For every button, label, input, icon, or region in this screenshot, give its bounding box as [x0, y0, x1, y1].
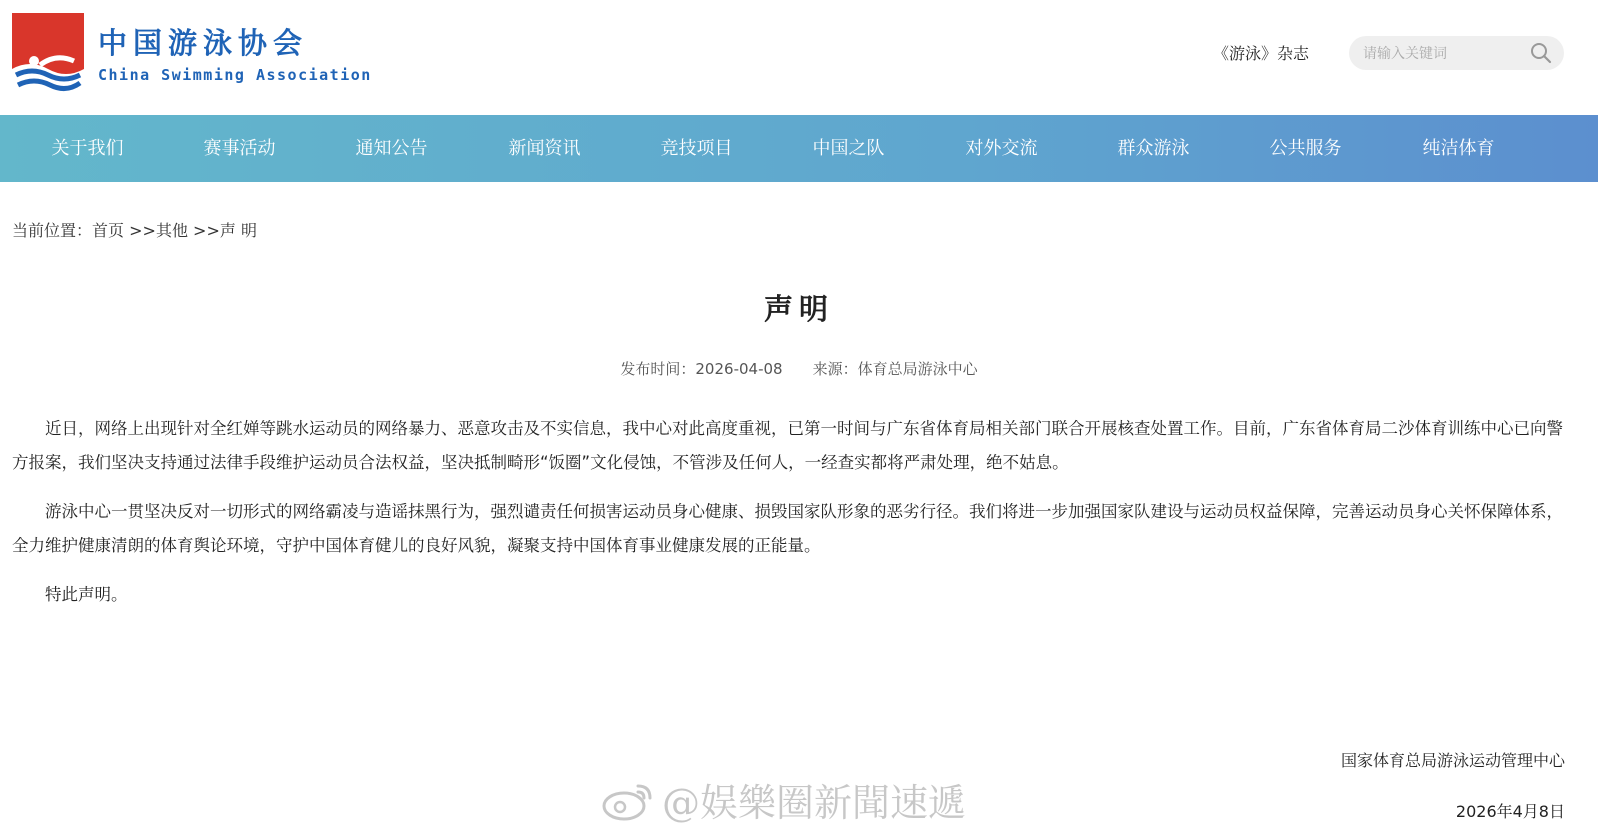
article-body: [12, 412, 1565, 627]
nav-item-mass-swimming[interactable]: 群众游泳: [1117, 138, 1190, 159]
breadcrumb-separator: >>: [129, 221, 156, 240]
magazine-link[interactable]: 《游泳》杂志: [1213, 44, 1310, 63]
breadcrumb-current: 声 明: [219, 221, 257, 240]
nav-item-competitive[interactable]: 竞技项目: [660, 138, 733, 159]
site-header: [0, 0, 1598, 115]
source-name: 体育总局游泳中心: [857, 360, 978, 378]
article-paragraph: 近日，网络上出现针对全红婵等跳水运动员的网络暴力、恶意攻击及不实信息，我中心对此高度重视，已第一时间与广东省体育局相关部门联合开展核查处置工作。目前，广东省体育局二沙体育训练中心已向警方报案，我们坚决支持通过法律手段维护运动员合法权益，坚决抵制畸形“饭圈”文化侵蚀，不管涉及任何人，一经查实都将严肃处理，绝不姑息。: [12, 419, 1563, 472]
article-title: 声明: [763, 292, 834, 326]
main-nav: [0, 115, 1598, 182]
nav-item-notices[interactable]: 通知公告: [355, 138, 428, 159]
logo-text: [98, 26, 372, 84]
breadcrumb-category[interactable]: 其他: [155, 221, 188, 240]
watermark: [600, 772, 966, 827]
logo-cn-name: 中国游泳协会: [98, 26, 309, 60]
article-paragraph: 特此声明。: [45, 585, 128, 604]
breadcrumb-home[interactable]: 首页: [92, 221, 125, 240]
nav-item-national-team[interactable]: 中国之队: [812, 138, 885, 159]
search-icon[interactable]: [1530, 42, 1552, 64]
watermark-text: @娱樂圈新聞速遞: [662, 781, 967, 825]
nav-item-about[interactable]: 关于我们: [51, 138, 124, 159]
signature-org: 国家体育总局游泳运动管理中心: [1340, 751, 1565, 770]
nav-item-exchange[interactable]: 对外交流: [965, 138, 1038, 159]
breadcrumb-separator: >>: [193, 221, 220, 240]
breadcrumb: [12, 218, 257, 241]
search-box: [1349, 36, 1564, 70]
breadcrumb-prefix: 当前位置：: [12, 221, 93, 240]
article-meta: [0, 358, 1598, 379]
nav-item-events[interactable]: 赛事活动: [203, 138, 276, 159]
publish-label: 发布时间：: [620, 360, 696, 378]
signature-date: 2026年4月8日: [1455, 802, 1565, 821]
swimmer-logo-icon: [12, 13, 84, 97]
nav-item-news[interactable]: 新闻资讯: [508, 138, 581, 159]
search-input[interactable]: [1361, 36, 1525, 72]
nav-item-public-service[interactable]: 公共服务: [1269, 138, 1342, 159]
source-label: 来源：: [812, 360, 858, 378]
weibo-icon: [600, 778, 656, 822]
publish-date: 2026-04-08: [695, 360, 783, 378]
article-paragraph: 游泳中心一贯坚决反对一切形式的网络霸凌与造谣抹黑行为，强烈谴责任何损害运动员身心健康、损毁国家队形象的恶劣行径。我们将进一步加强国家队建设与运动员权益保障，完善运动员身心关怀保障体系，全力维护健康清朗的体育舆论环境，守护中国体育健儿的良好风貌，凝聚支持中国体育事业健康发展的正能量。: [12, 502, 1563, 555]
site-logo[interactable]: [12, 13, 372, 97]
nav-item-clean-sport[interactable]: 纯洁体育: [1422, 138, 1495, 159]
logo-en-name: China Swimming Association: [98, 66, 372, 84]
